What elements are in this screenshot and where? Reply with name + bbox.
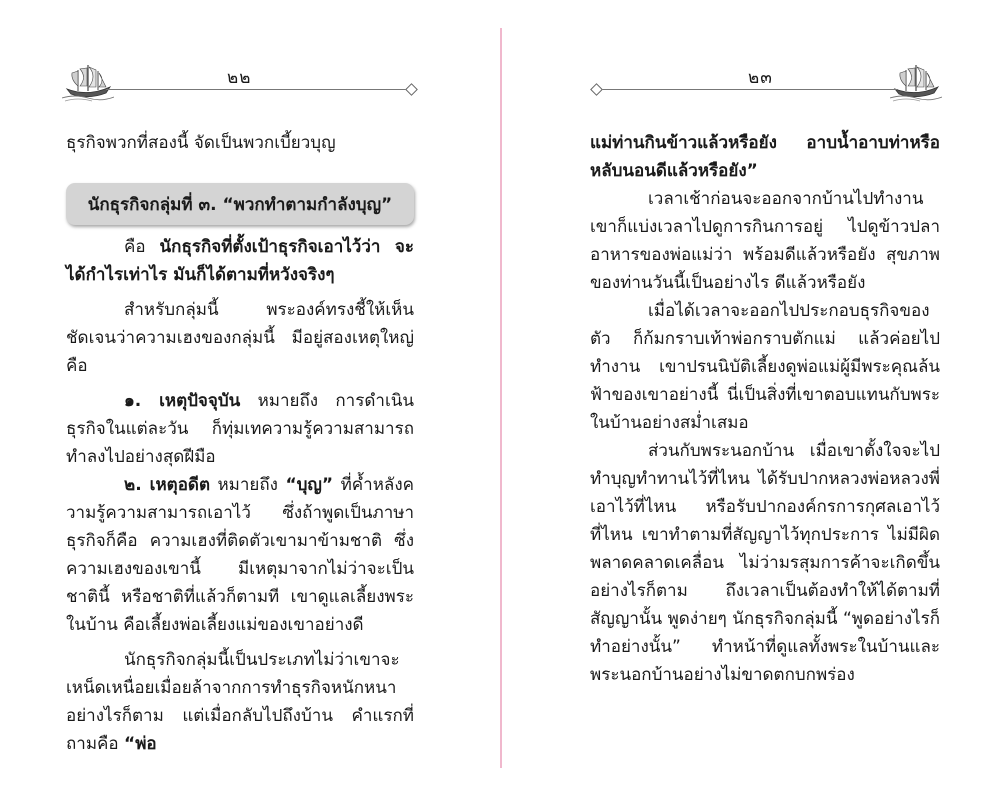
sailing-ship-icon [62, 62, 114, 102]
cause-two-paragraph [66, 471, 414, 639]
right-page [502, 0, 1000, 791]
text-block [590, 129, 940, 689]
left-page-header [62, 62, 418, 102]
page-number: ๒๒ [227, 68, 252, 88]
text-block [66, 129, 414, 157]
section-heading: นักธุรกิจกลุ่มที่ ๓. “พวกทำตามกำลังบุญ” [66, 183, 414, 225]
cause-two-quote: “บุญ” [285, 475, 334, 495]
definition-paragraph [66, 233, 414, 289]
emphasis-text: “พ่อ [124, 734, 157, 754]
text-block [66, 233, 414, 758]
paragraph-text: นักธุรกิจกลุ่มนี้เป็นประเภทไม่ว่าเขาจะเหน็ดเหนื่อยเมื่อยล้าจากการทำธุรกิจหนักหนาอย่างไรก็ตาม แต่เมื่อกลับไปถึงบ้าน คำแรกที่ถามคือ [66, 650, 414, 754]
header-rule [106, 89, 408, 90]
emphasis-text: นักธุรกิจที่ตั้งเป้าธุรกิจเอาไว้ว่า จะได้กำไรเท่าไร มันก็ได้ตามที่หวังจริงๆ [66, 237, 414, 285]
cause-one-text: หมายถึง การดำเนินธุรกิจในแต่ละวัน ก็ทุ่มเทความรู้ความสามารถทำลงไปอย่างสุดฝีมือ [66, 391, 414, 467]
cause-two-text: ที่ค้ำหลังความรู้ความสามารถเอาไว้ ซึ่งถ้าพูดเป็นภาษาธุรกิจก็คือ ความเฮงที่ติดตัวเขามาข้ามชาติ ซึ่งความเฮงของเขานี้ มีเหตุมาจากไม่ว่าจะเป็นชาตินี้ หรือชาติที่แล้วก็ตามที เขาดูแลเลี้ยงพระในบ้าน คือเลี้ยงพ่อเลี้ยงแม่ของเขาอย่างดี [66, 475, 414, 635]
cause-two-label: ๒. เหตุอดีต [124, 475, 210, 495]
paragraph: ส่วนกับพระนอกบ้าน เมื่อเขาตั้งใจจะไปทำบุญทำทานไว้ที่ไหน ได้รับปากหลวงพ่อหลวงพี่เอาไว้ที่ไหน หรือรับปากองค์กรการกุศลเอาไว้ที่ไหน เขาทำตามที่สัญญาไว้ทุกประการ ไม่มีผิดพลาดคลาดเคลื่อน ไม่ว่ามรสุมการค้าจะเกิดขึ้นอย่างไรก็ตาม ถึงเวลาเป็นต้องทำให้ได้ตามที่สัญญานั้น พูดง่ายๆ นักธุรกิจกลุ่มนี้ “พูดอย่างไรก็ทำอย่างนั้น” ทำหน้าที่ดูแลทั้งพระในบ้านและพระนอกบ้านอย่างไม่ขาดตกบกพร่อง [590, 441, 940, 685]
sailing-ship-icon [890, 62, 942, 102]
cause-two-mid: หมายถึง [210, 475, 286, 495]
right-page-header [590, 62, 942, 102]
paragraph: เวลาเช้าก่อนจะออกจากบ้านไปทำงาน เขาก็แบ่งเวลาไปดูการกินการอยู่ ไปดูข้าวปลาอาหารของพ่อแม่ว่า พร้อมดีแล้วหรือยัง สุขภาพของท่านวันนี้เป็นอย่างไร ดีแล้วหรือยัง [590, 189, 940, 293]
paragraph: เมื่อได้เวลาจะออกไปประกอบธุรกิจของตัว ก็ก้มกราบเท้าพ่อกราบตักแม่ แล้วค่อยไปทำงาน เขาปรนนิบัติเลี้ยงดูพ่อแม่ผู้มีพระคุณล้นฟ้าของเขาอย่างนี้ นี่เป็นสิ่งที่เขาตอบแทนกับพระในบ้านอย่างสม่ำเสมอ [590, 301, 940, 433]
diamond-icon [405, 83, 418, 96]
page-number: ๒๓ [748, 68, 773, 88]
diamond-icon [590, 83, 603, 96]
quote-continuation: แม่ท่านกินข้าวแล้วหรือยัง อาบน้ำอาบท่าหรือหลับนอนดีแล้วหรือยัง” [590, 133, 940, 181]
paragraph: สำหรับกลุ่มนี้ พระองค์ทรงชี้ให้เห็นชัดเจนว่าความเฮงของกลุ่มนี้ มีอยู่สองเหตุใหญ่ คือ [66, 300, 414, 376]
paragraph-lead: คือ [124, 237, 160, 257]
paragraph [66, 646, 414, 758]
cause-one-label: ๑. เหตุปัจจุบัน [124, 391, 241, 411]
cause-one-paragraph [66, 387, 414, 471]
paragraph: ธุรกิจพวกที่สองนี้ จัดเป็นพวกเบี้ยวบุญ [66, 133, 336, 153]
